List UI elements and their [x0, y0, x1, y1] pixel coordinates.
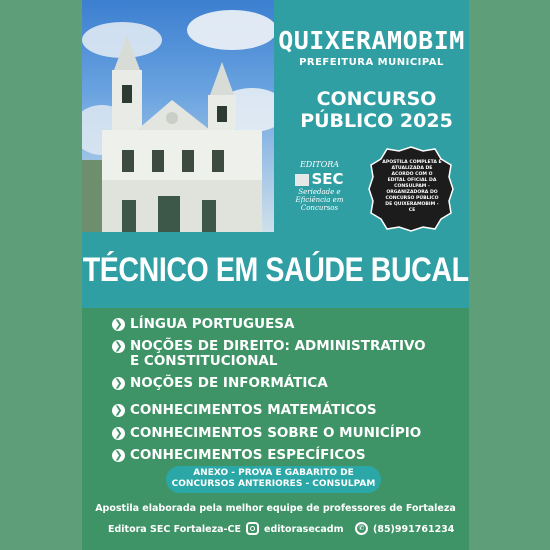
subject-label: CONHECIMENTOS ESPECÍFICOS [130, 447, 366, 463]
publisher-logo-top: EDITORA [299, 160, 340, 169]
cover-top-panel [82, 0, 469, 232]
concurso-title [274, 88, 479, 132]
subject-label: NOÇÕES DE INFORMÁTICA [130, 375, 328, 391]
instagram-handle: editorasecadm [264, 524, 344, 535]
subject-label-line1: NOÇÕES DE DIREITO: ADMINISTRATIVO [130, 338, 426, 354]
annex-line2: CONCURSOS ANTERIORES - CONSULPAM [171, 479, 376, 489]
subject-label: CONHECIMENTOS MATEMÁTICOS [130, 402, 377, 418]
subject-item [112, 317, 294, 332]
annex-badge [166, 466, 381, 493]
subject-item [112, 448, 366, 463]
concurso-line2: PÚBLICO 2025 [300, 110, 453, 132]
subject-label-line2: E CONSTITUCIONAL [130, 353, 278, 369]
footer-publisher: Editora SEC Fortaleza-CE [108, 524, 241, 535]
whatsapp-phone: (85)991761234 [373, 524, 455, 535]
chevron-right-icon: ❯ [112, 318, 125, 331]
chevron-right-icon: ❯ [112, 449, 125, 462]
seal-text: APOSTILA COMPLETA E ATUALIZADA DE ACORDO COM O EDITAL OFICIAL DA CONSULPAM - ORGANIZADORA DO CONCURSO PÚBLICO DE QUIXERAMOBIM - CE [382, 160, 442, 213]
subject-item [112, 376, 328, 391]
subject-item [112, 339, 426, 369]
apostila-cover [82, 0, 469, 550]
footer [82, 522, 469, 538]
subject-label: CONHECIMENTOS SOBRE O MUNICÍPIO [130, 425, 422, 441]
annex-line1: ANEXO - PROVA E GABARITO DE [193, 468, 354, 478]
chevron-right-icon: ❯ [112, 404, 125, 417]
whatsapp-icon: ✆ [355, 522, 368, 535]
subject-label: LÍNGUA PORTUGUESA [130, 316, 295, 332]
subject-item [112, 426, 421, 441]
logo-mark-icon [295, 174, 309, 186]
credits-text: Apostila elaborada pela melhor equipe de professores de Fortaleza [95, 503, 456, 514]
chevron-right-icon: ❯ [112, 377, 125, 390]
instagram-icon [246, 522, 259, 535]
publisher-logo-name: SEC [311, 170, 344, 188]
subject-item [112, 403, 377, 418]
publisher-logo [282, 160, 357, 220]
city-title: QUIXERAMOBIM [278, 26, 465, 55]
subject-label [130, 339, 426, 369]
chevron-right-icon: ❯ [112, 340, 125, 353]
prefecture-label: PREFEITURA MUNICIPAL [299, 57, 444, 68]
position-title: TÉCNICO EM SAÚDE BUCAL [82, 250, 469, 289]
church-illustration [82, 0, 274, 232]
publisher-logo-tagline: Seriedade e Eficiência em Concursos [295, 188, 344, 212]
concurso-line1: CONCURSO [316, 88, 437, 110]
position-banner [82, 232, 469, 308]
chevron-right-icon: ❯ [112, 427, 125, 440]
church-photo [82, 0, 274, 232]
